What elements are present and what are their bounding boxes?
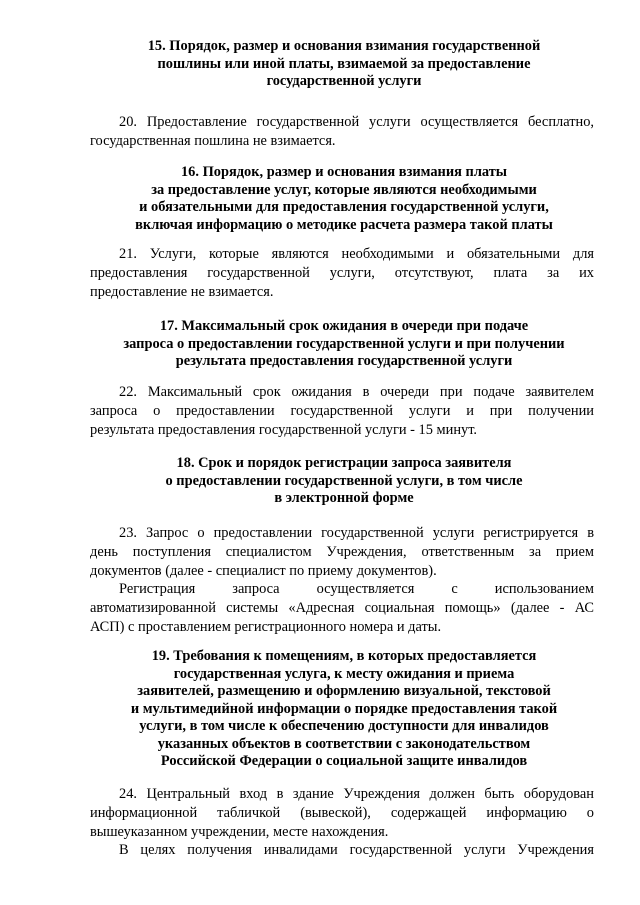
heading-line: государственной услуги bbox=[266, 73, 422, 89]
paragraph-line: Регистрация запроса осуществляется с использованием bbox=[119, 581, 594, 598]
heading-line: запроса о предоставлении государственной услуги и при получении bbox=[123, 335, 565, 352]
paragraph-21 bbox=[90, 245, 594, 301]
heading-line: и мультимедийной информации о порядке предоставления такой bbox=[130, 700, 558, 717]
heading-line: за предоставление услуг, которые являются необходимыми bbox=[151, 181, 537, 198]
paragraph-line: день поступления специалистом Учреждения, ответственным за прием bbox=[90, 543, 594, 560]
section-19-heading bbox=[86, 648, 602, 771]
heading-line: услуги, в том числе к обеспечению доступности для инвалидов bbox=[139, 718, 549, 734]
heading-line: о предоставлении государственной услуги, в том числе bbox=[165, 472, 523, 489]
paragraph-line: документов (далее - специалист по приему документов). bbox=[90, 562, 437, 579]
paragraph-line: автоматизированной системы «Адресная социальная помощь» (далее - АС bbox=[90, 600, 594, 617]
paragraph-line: результата предоставления государственной услуги - 15 минут. bbox=[90, 421, 478, 438]
section-15-heading bbox=[86, 38, 602, 91]
paragraph-line: В целях получения инвалидами государственной услуги Учреждения bbox=[119, 842, 594, 859]
section-17-heading bbox=[86, 318, 602, 371]
paragraph-line: 23. Запрос о предоставлении государственной услуги регистрируется в bbox=[119, 525, 594, 541]
paragraph-23 bbox=[90, 524, 594, 637]
paragraph-line: запроса о предоставлении государственной услуги и при получении bbox=[90, 402, 594, 419]
paragraph-24 bbox=[90, 785, 594, 860]
paragraph-line: 22. Максимальный срок ожидания в очереди при подаче заявителем bbox=[119, 384, 594, 400]
section-18-heading bbox=[86, 455, 602, 508]
section-16-heading bbox=[86, 164, 602, 234]
paragraph-line: государственная пошлина не взимается. bbox=[90, 132, 336, 149]
heading-line: результата предоставления государственной услуги bbox=[175, 353, 513, 369]
heading-line: государственная услуга, к месту ожидания и приема bbox=[173, 665, 515, 682]
heading-line: заявителей, размещению и оформлению визуальной, текстовой bbox=[137, 683, 551, 699]
heading-line: 18. Срок и порядок регистрации запроса заявителя bbox=[176, 455, 512, 471]
heading-line: 16. Порядок, размер и основания взимания платы bbox=[180, 164, 508, 180]
heading-line: указанных объектов в соответствии с законодательством bbox=[157, 735, 531, 752]
paragraph-line: информационной табличкой (вывеской), содержащей информацию о bbox=[90, 804, 594, 821]
heading-line: включая информацию о методике расчета размера такой платы bbox=[135, 216, 553, 233]
paragraph-20 bbox=[90, 113, 594, 151]
heading-line: 19. Требования к помещениям, в которых предоставляется bbox=[151, 648, 537, 664]
paragraph-line: АСП) с проставлением регистрационного номера и даты. bbox=[90, 618, 442, 635]
heading-line: и обязательными для предоставления государственной услуги, bbox=[139, 199, 549, 215]
paragraph-line: предоставление не взимается. bbox=[90, 283, 274, 300]
paragraph-line: 24. Центральный вход в здание Учреждения должен быть оборудован bbox=[119, 786, 594, 802]
paragraph-line: вышеуказанном учреждении, месте нахождения. bbox=[90, 823, 389, 840]
heading-line: в электронной форме bbox=[274, 490, 414, 506]
heading-line: 15. Порядок, размер и основания взимания государственной bbox=[147, 38, 541, 54]
heading-line: пошлины или иной платы, взимаемой за предоставление bbox=[157, 55, 531, 72]
paragraph-line: 20. Предоставление государственной услуги осуществляется бесплатно, bbox=[119, 114, 594, 130]
paragraph-line: предоставления государственной услуги, отсутствуют, плата за их bbox=[90, 264, 594, 281]
paragraph-line: 21. Услуги, которые являются необходимыми и обязательными для bbox=[119, 246, 594, 262]
heading-line: 17. Максимальный срок ожидания в очереди при подаче bbox=[159, 318, 529, 334]
paragraph-22 bbox=[90, 383, 594, 439]
heading-line: Российской Федерации о социальной защите инвалидов bbox=[160, 753, 528, 769]
